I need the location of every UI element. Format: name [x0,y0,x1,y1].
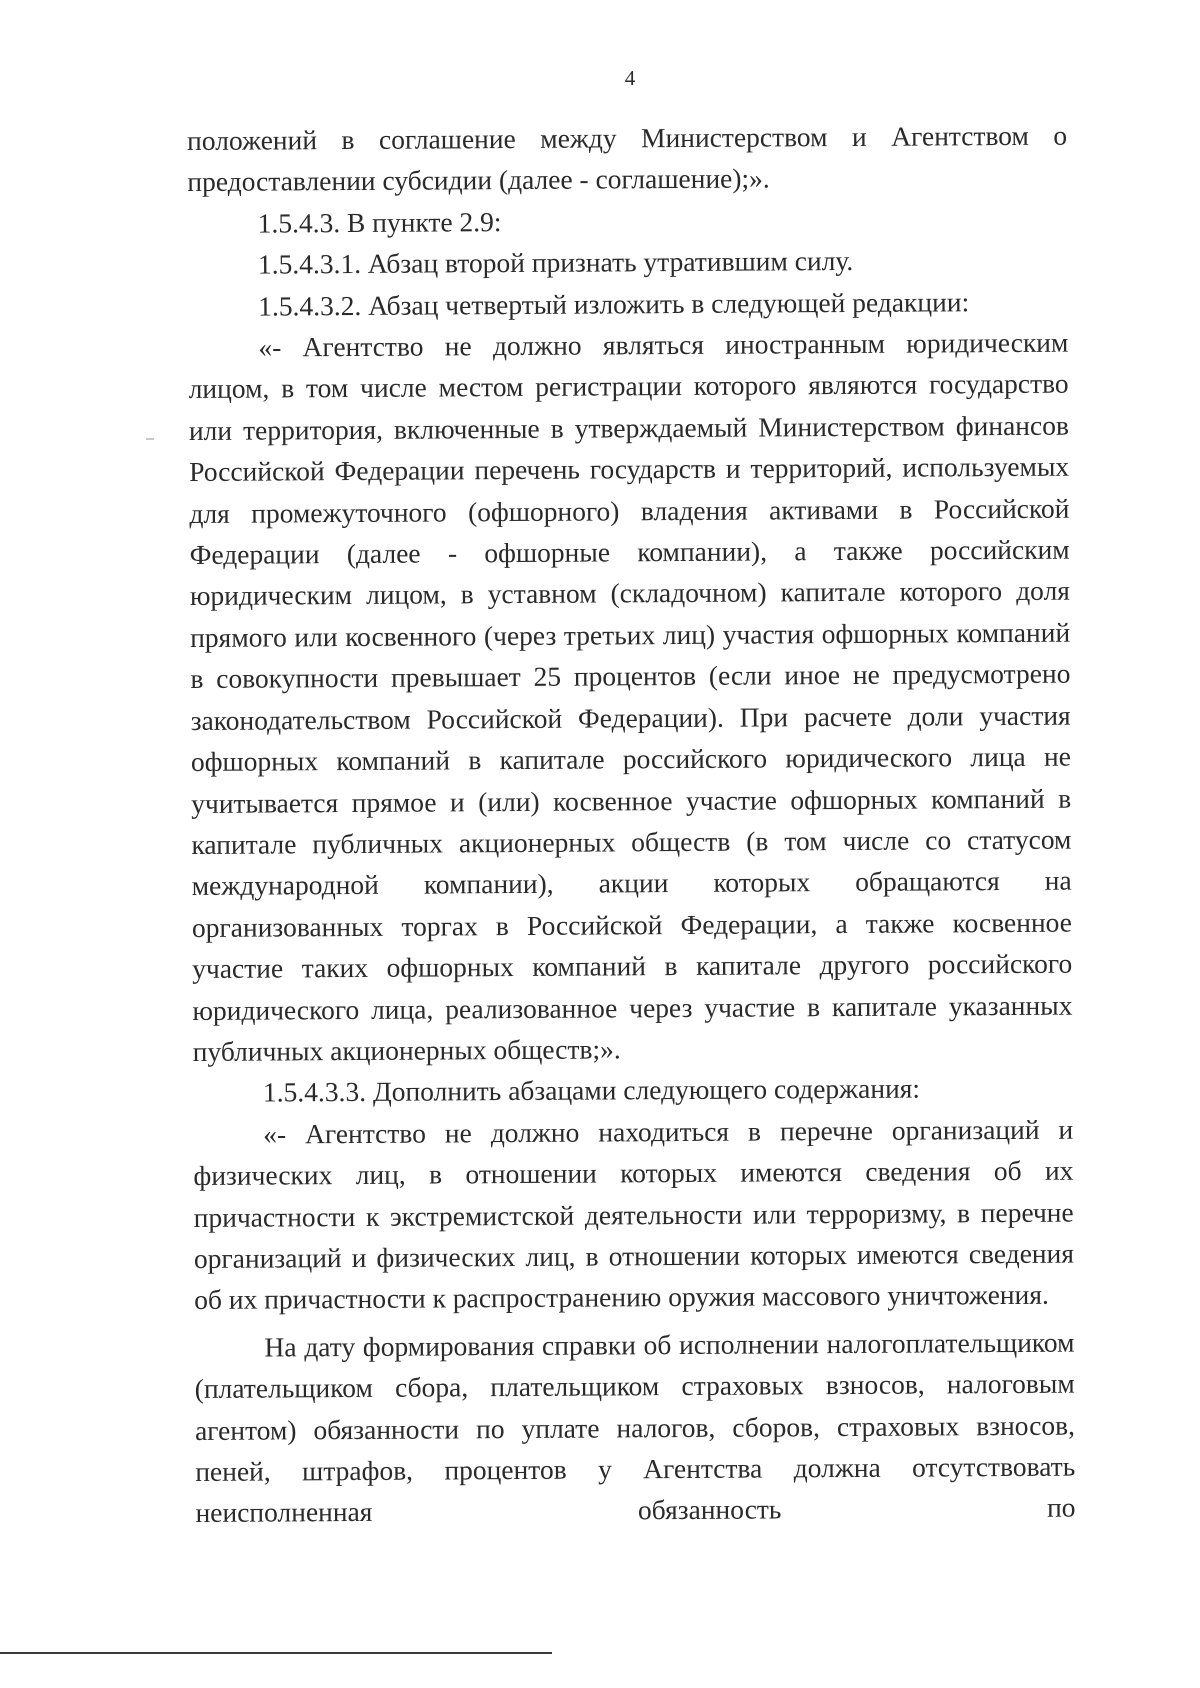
page-number: 4 [624,66,636,90]
paragraph-offshore-requirement: «- Агентство не должно являться иностранным юридическим лицом, в том числе местом регистрации которого являются государство или территория, включенные в утверждаемый Министерством финансов Российской Федерации перечень государств и территорий, используемых для промежуточного (офшорного) владения активами в Российской Федерации (далее - офшорные компании), а также российским юридическим лицом, в уставном (складочном) капитале которого доля прямого или косвенного (через третьих лиц) участия офшорных компаний в совокупности превышает 25 процентов (если иное не предусмотрено законодательством Российской Федерации). При расчете доли участия офшорных компаний в капитале российского юридического лица не учитывается прямое и (или) косвенное участие офшорных компаний в капитале публичных акционерных обществ (в том числе со статусом международной компании), акции которых обращаются на организованных торгах в Российской Федерации, а также косвенное участие таких офшорных компаний в капитале другого российского юридического лица, реализованное через участие в капитале указанных публичных акционерных обществ;». [188,326,1073,1067]
scan-artifact-mark [146,438,154,440]
paragraph-tax-requirement: На дату формирования справки об исполнении налогоплательщиком (плательщиком сбора, плательщиком страховых взносов, налоговым агентом) обязанности по уплате налогов, сборов, страховых взносов, пеней, штрафов, процентов у Агентства должна отсутствовать неисполненная обязанность по [194,1326,1076,1529]
paragraph-clause-1-5-4-3-2: 1.5.4.3.2. Абзац четвертый изложить в следующей редакции: [258,285,970,322]
footer-rule [0,1652,552,1654]
document-body [187,115,1076,1534]
paragraph-extremism-requirement: «- Агентство не должно находиться в перечне организаций и физических лиц, в отношении которых имеются сведения об их причастности к экстремистской деятельности или терроризму, в перечне организаций и физических лиц, в отношении которых имеются сведения об их причастности к распространению оружия массового уничтожения. [193,1113,1075,1316]
paragraph-clause-1-5-4-3: 1.5.4.3. В пункте 2.9: [257,205,502,239]
paragraph-clause-1-5-4-3-3: 1.5.4.3.3. Дополнить абзацами следующего содержания: [262,1072,921,1108]
paragraph-continuation: положений в соглашение между Министерством и Агентством о предоставлении субсидии (далее - соглашение);». [187,119,1068,198]
paragraph-clause-1-5-4-3-1: 1.5.4.3.1. Абзац второй признать утратившим силу. [257,245,854,280]
